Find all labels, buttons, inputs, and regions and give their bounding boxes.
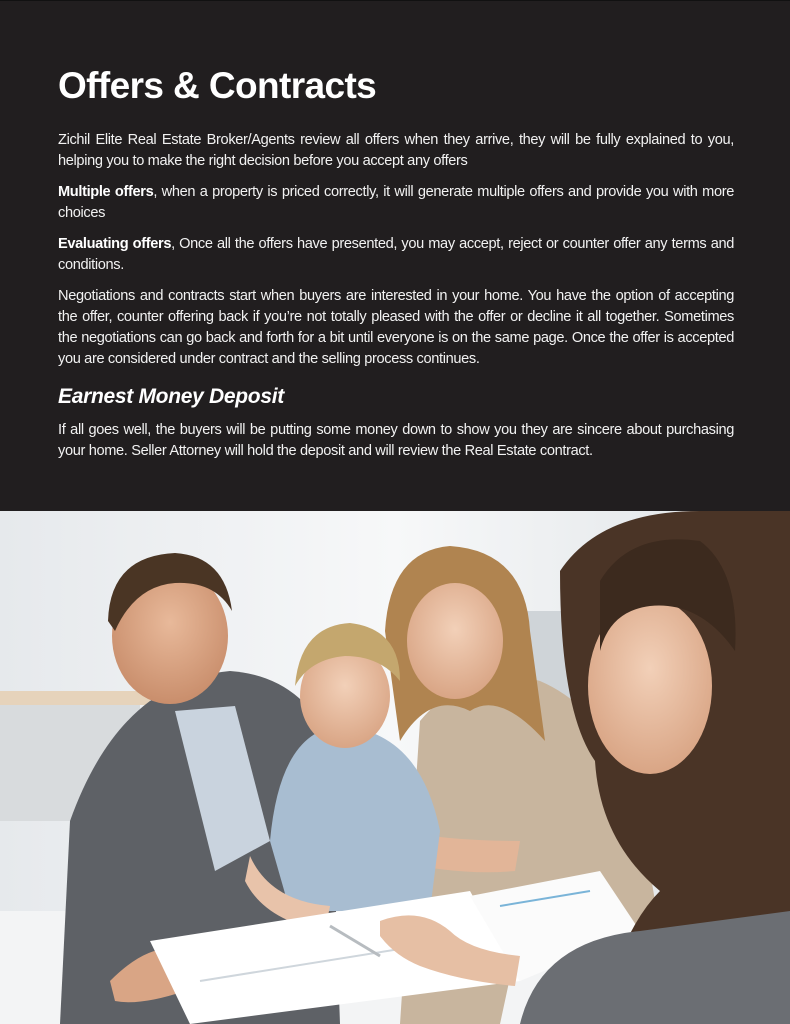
earnest-money-heading: Earnest Money Deposit <box>58 385 284 408</box>
top-rule <box>0 0 790 1</box>
multiple-offers-term: Multiple offers <box>58 184 154 200</box>
family-contract-photo <box>0 511 790 1024</box>
evaluating-offers-text: , Once all the offers have presented, you may accept, reject or counter offer any terms and conditions. <box>58 236 734 273</box>
intro-paragraph: Zichil Elite Real Estate Broker/Agents review all offers when they arrive, they will be fully explained to you, helping you to make the right decision before you accept any offers <box>58 132 734 169</box>
page-title: Offers & Contracts <box>58 65 377 106</box>
negotiations-paragraph: Negotiations and contracts start when buyers are interested in your home. You have the option of accepting the offer, counter offering back if you’re not totally pleased with the offer or decline it all together. Sometimes the negotiations can go back and forth for a bit until everyone is on the same page. Once the offer is accepted you are considered under contract and the selling process continues. <box>58 288 734 367</box>
multiple-offers-text: , when a property is priced correctly, it will generate multiple offers and provide you with more choices <box>58 184 734 221</box>
evaluating-offers-paragraph <box>58 234 734 276</box>
earnest-money-paragraph: If all goes well, the buyers will be putting some money down to show you they are sincere about purchasing your home. Seller Attorney will hold the deposit and will review the Real Estate contract. <box>58 422 734 459</box>
text-section <box>58 64 734 472</box>
evaluating-offers-term: Evaluating offers <box>58 236 172 252</box>
photo-illustration <box>0 511 790 1024</box>
wooden-shelf <box>0 691 150 705</box>
multiple-offers-paragraph <box>58 182 734 224</box>
